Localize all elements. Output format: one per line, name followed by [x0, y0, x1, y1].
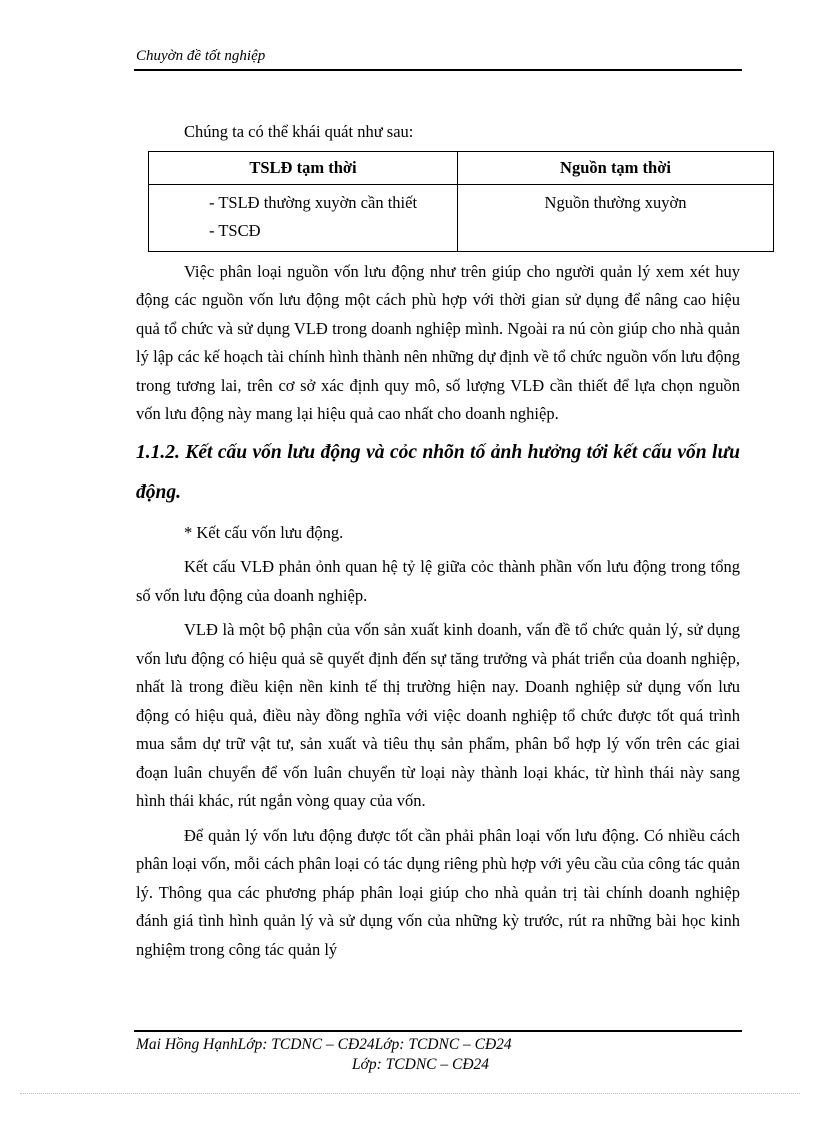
- table-row: [149, 184, 774, 251]
- table-header-left: TSLĐ tạm thời: [149, 151, 458, 184]
- table-cell-left: [149, 184, 458, 251]
- table-cell-right: Nguồn thường xuyờn: [458, 184, 774, 251]
- paragraph-4: Để quản lý vốn lưu động được tốt cần phải phân loại vốn lưu động. Có nhiều cách phân loại vốn, mỗi cách phân loại có tác dụng riêng phù hợp với yêu cầu của công tác quản lý. Thông qua các phương pháp phân loại giúp cho nhà quản trị tài chính doanh nghiệp đánh giá tình hình quản lý và sử dụng vốn của những kỳ trước, rút ra những bài học kinh nghiệm trong công tác quản lý: [136, 825, 740, 959]
- table-header-right: Nguồn tạm thời: [458, 151, 774, 184]
- intro-text: Chúng ta có thể khái quát như sau:: [184, 122, 414, 141]
- page-content: [136, 118, 740, 964]
- paragraph-1: Việc phân loại nguồn vốn lưu động như trên giúp cho người quản lý xem xét huy động các nguồn vốn lưu động một cách phù hợp với thời gian sử dụng để nâng cao hiệu quả tổ chức và sử dụng VLĐ trong doanh nghiệp mình. Ngoài ra nú còn giúp cho nhà quản lý lập các kế hoạch tài chính hình thành nên những dự định về tổ chức nguồn vốn lưu động trong tương lai, trên cơ sở xác định quy mô, số lượng VLĐ cần thiết để lựa chọn nguồn vốn lưu động này mang lại hiệu quả cao nhất cho doanh nghiệp.: [136, 261, 740, 423]
- paragraph-3: VLĐ là một bộ phận của vốn sản xuất kinh doanh, vấn đề tổ chức quản lý, sử dụng vốn lưu động có hiệu quả sẽ quyết định đến sự tăng trưởng và phát triển của doanh nghiệp, nhất là trong điều kiện nền kinh tế thị trường hiện nay. Doanh nghiệp sử dụng vốn lưu động có hiệu quả, điều này đồng nghĩa với việc doanh nghiệp tổ chức được tốt quá trình mua sắm dự trữ vật tư, sản xuất và tiêu thụ sản phẩm, phân bổ hợp lý vốn trên các giai đoạn luân chuyển để vốn luân chuyển từ loại này thành loại khác, từ hình thái này sang hình thái khác, rút ngắn vòng quay của vốn.: [136, 620, 740, 810]
- table-cell-left-line2: - TSCĐ: [209, 220, 261, 240]
- page-edge-divider: [20, 1093, 800, 1094]
- bullet-line: * Kết cấu vốn lưu động.: [184, 522, 344, 542]
- header-title: Chuyờn đề tốt nghiệp: [136, 48, 266, 64]
- header-divider: [134, 69, 742, 71]
- section-heading: 1.1.2. Kết cấu vốn lưu động và cỏc nhõn tố ảnh hưởng tới kết cấu vốn lưu động.: [136, 441, 740, 503]
- paragraph-2: Kết cấu VLĐ phản ỏnh quan hệ tỷ lệ giữa cỏc thành phần vốn lưu động trong tổng số vốn lưu động của doanh nghiệp.: [136, 557, 740, 605]
- summary-table: [148, 151, 774, 252]
- table-header-row: [149, 151, 774, 184]
- table-cell-left-line1: - TSLĐ thường xuyờn cần thiết: [209, 192, 418, 212]
- footer-divider: [134, 1030, 742, 1032]
- footer-line-2: Lớp: TCDNC – CĐ24: [352, 1056, 490, 1073]
- footer-line-1: Mai Hồng HạnhLớp: TCDNC – CĐ24Lớp: TCDNC – CĐ24: [136, 1036, 512, 1053]
